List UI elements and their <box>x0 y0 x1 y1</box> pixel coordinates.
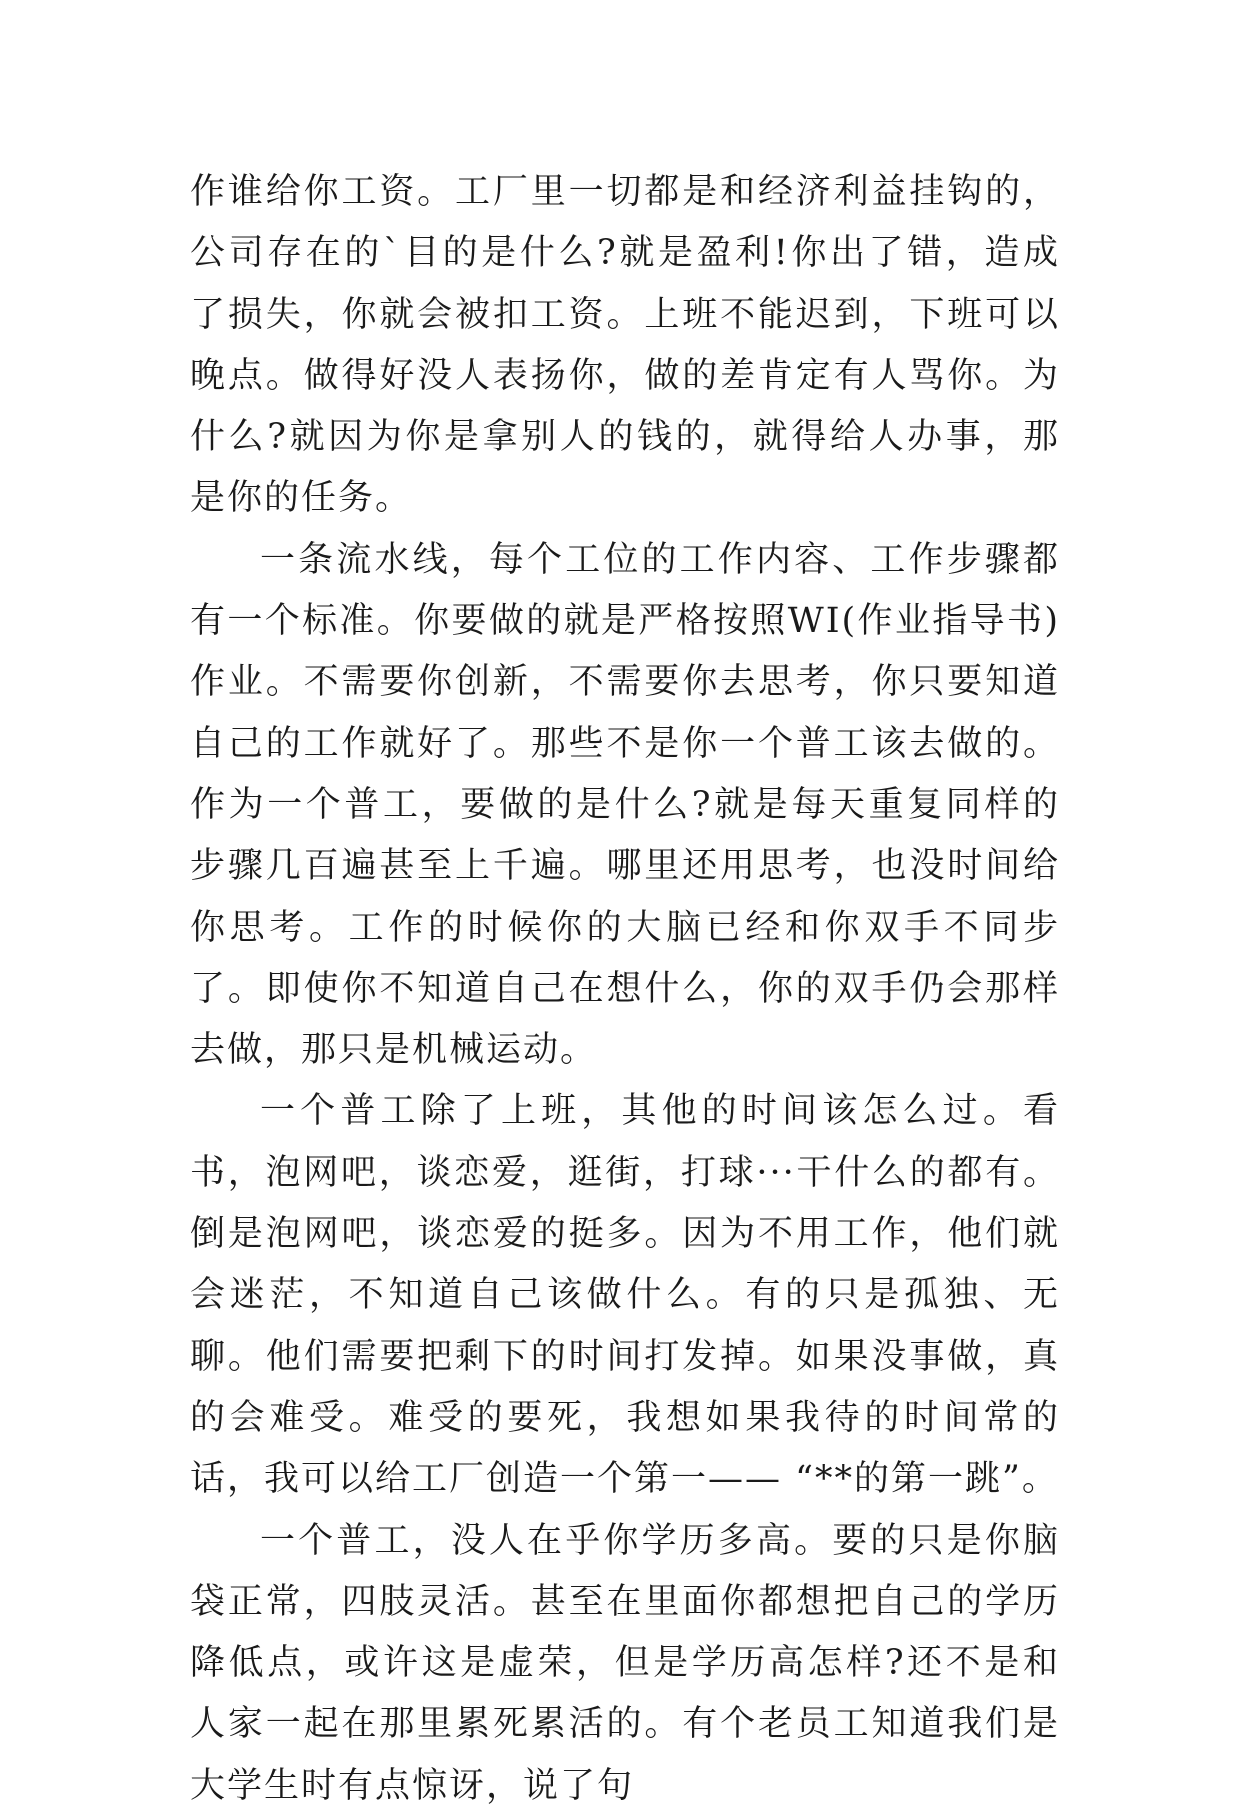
paragraph-1: 作谁给你工资。工厂里一切都是和经济利益挂钩的，公司存在的`目的是什么?就是盈利!你出了错，造成了损失，你就会被扣工资。上班不能迟到，下班可以晚点。做得好没人表扬你，做的差肯定有人骂你。为什么?就因为你是拿别人的钱的，就得给人办事，那是你的任务。 <box>190 172 1060 519</box>
paragraph-3: 一个普工除了上班，其他的时间该怎么过。看书，泡网吧，谈恋爱，逛街，打球···干什么的都有。倒是泡网吧，谈恋爱的挺多。因为不用工作，他们就会迷茫，不知道自己该做什么。有的只是孤独、无聊。他们需要把剩下的时间打发掉。如果没事做，真的会难受。难受的要死，我想如果我待的时间常的话，我可以给工厂创造一个第一—— “**的第一跳”。 <box>190 1091 1060 1500</box>
paragraph-2: 一条流水线，每个工位的工作内容、工作步骤都有一个标准。你要做的就是严格按照WI(作业指导书)作业。不需要你创新，不需要你去思考，你只要知道自己的工作就好了。那些不是你一个普工该去做的。作为一个普工，要做的是什么?就是每天重复同样的步骤几百遍甚至上千遍。哪里还用思考，也没时间给你思考。工作的时候你的大脑已经和你双手不同步了。即使你不知道自己在想什么，你的双手仍会那样去做，那只是机械运动。 <box>190 539 1060 1071</box>
paragraph-4: 一个普工，没人在乎你学历多高。要的只是你脑袋正常，四肢灵活。甚至在里面你都想把自己的学历降低点，或许这是虚荣，但是学历高怎样?还不是和人家一起在那里累死累活的。有个老员工知道我们是大学生时有点惊讶，说了句 <box>190 1520 1060 1806</box>
document-body <box>190 162 1060 1817</box>
